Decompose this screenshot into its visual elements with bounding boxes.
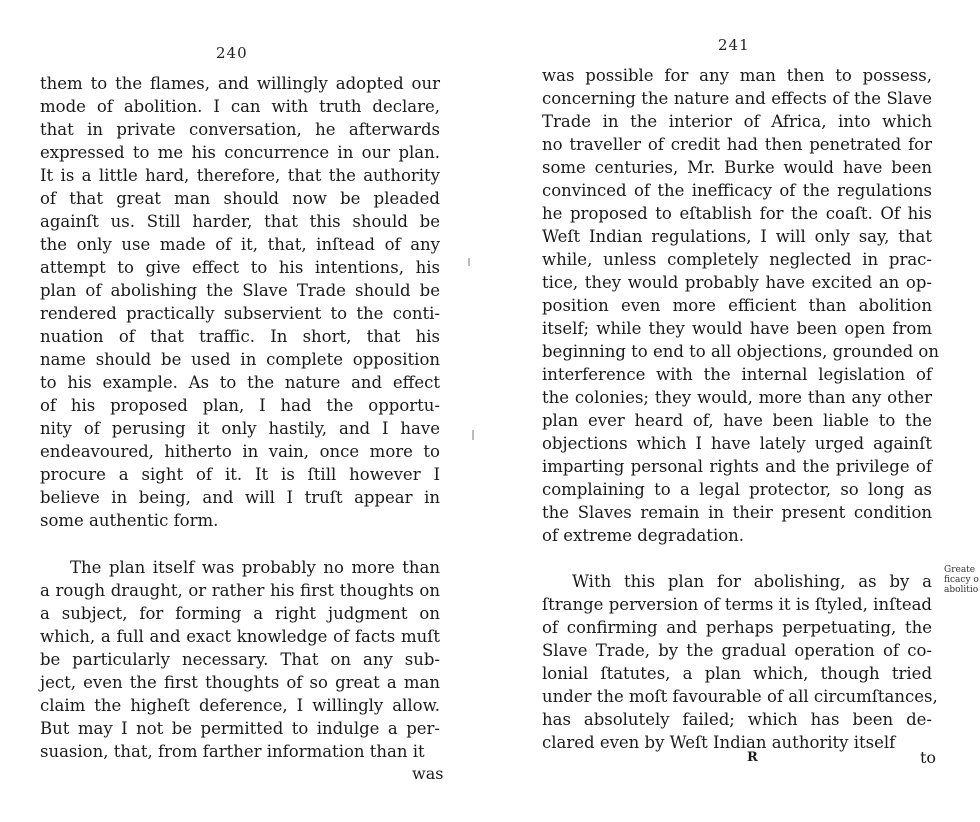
text-line: a rough draught, or rather his first thoughts on [40, 581, 440, 600]
text-line: plan ever heard of, have been liable to the [542, 411, 932, 430]
text-line: the only use made of it, that, inſtead of any [40, 235, 440, 254]
text-line: of confirming and perhaps perpetuating, the [542, 618, 932, 637]
text-line: plan of abolishing the Slave Trade should be [40, 281, 440, 300]
text-line: concerning the nature and effects of the Slave [542, 89, 932, 108]
text-line: has absolutely failed; which has been de- [542, 710, 932, 729]
text-line: name should be used in complete opposition [40, 350, 440, 369]
text-line: objections which I have lately urged againſt [542, 434, 932, 453]
text-line: Trade in the interior of Africa, into which [542, 112, 932, 131]
catchword: was [412, 764, 444, 783]
text-line: With this plan for abolishing, as by a [572, 572, 932, 591]
text-line: Slave Trade, by the gradual operation of co- [542, 641, 932, 660]
text-line: a subject, for forming a right judgment on [40, 604, 440, 623]
text-line: position even more efficient than abolition [542, 296, 932, 315]
text-line: expressed to me his concurrence in our plan. [40, 143, 440, 162]
text-line: while, unless completely neglected in prac- [542, 250, 932, 269]
text-line: the Slaves remain in their present condition [542, 503, 932, 522]
text-line: of that great man should now be pleaded [40, 189, 440, 208]
margin-note-line: Greate [944, 565, 976, 575]
text-line: was possible for any man then to possess, [542, 66, 932, 85]
text-line: nity of perusing it only hastily, and I have [40, 419, 440, 438]
text-line: The plan itself was probably no more than [70, 558, 440, 577]
text-line: be particularly necessary. That on any sub- [40, 650, 440, 669]
text-line: interference with the internal legislation of [542, 365, 932, 384]
text-line: itself; while they would have been open from [542, 319, 932, 338]
page-number: 240 [216, 44, 248, 62]
gutter-mark [468, 258, 470, 266]
margin-note-line: abolitio [944, 585, 979, 595]
left-paragraph-1 [40, 72, 440, 532]
text-line: clared even by Weſt Indian authority itself [542, 733, 896, 752]
text-line: Weſt Indian regulations, I will only say, that [542, 227, 932, 246]
text-line: procure a sight of it. It is ſtill however I [40, 465, 440, 484]
left-paragraph-2 [40, 556, 440, 763]
margin-note-line: ficacy o [944, 575, 979, 585]
text-line: the colonies; they would, more than any other [542, 388, 932, 407]
text-line: some centuries, Mr. Burke would have been [542, 158, 932, 177]
text-line: to his example. As to the nature and effect [40, 373, 440, 392]
text-line: endeavoured, hitherto in vain, once more to [40, 442, 440, 461]
text-line: mode of abolition. I can with truth declare, [40, 97, 440, 116]
catchword: to [920, 748, 937, 767]
text-line: suasion, that, from farther information than it [40, 742, 425, 761]
text-line: But may I not be permitted to indulge a per- [40, 719, 440, 738]
text-line: againſt us. Still harder, that this should be [40, 212, 440, 231]
text-line: imparting personal rights and the privilege of [542, 457, 932, 476]
text-line: ject, even the first thoughts of so great a man [40, 673, 440, 692]
text-line: believe in being, and will I truſt appear in [40, 488, 440, 507]
margin-note [944, 565, 980, 595]
text-line: convinced of the inefficacy of the regulations [542, 181, 932, 200]
text-line: tice, they would probably have excited an op- [542, 273, 932, 292]
text-line: lonial ſtatutes, a plan which, though tried [542, 664, 932, 683]
signature-mark: R [747, 750, 758, 765]
text-line: no traveller of credit had then penetrated for [542, 135, 932, 154]
text-line: beginning to end to all objections, grounded on [542, 342, 939, 361]
right-paragraph-1 [542, 64, 939, 547]
text-line: rendered practically subservient to the conti- [40, 304, 440, 323]
text-line: nuation of that traffic. In short, that his [40, 327, 440, 346]
text-line: ſtrange perversion of terms it is ſtyled, inſtead [542, 595, 932, 614]
text-line: he proposed to eſtablish for the coaſt. Of his [542, 204, 932, 223]
gutter-mark [472, 430, 474, 440]
text-line: of extreme degradation. [542, 526, 745, 545]
text-line: them to the flames, and willingly adopted our [40, 74, 440, 93]
page-number: 241 [718, 36, 750, 54]
text-line: attempt to give effect to his intentions, his [40, 258, 440, 277]
text-line: It is a little hard, therefore, that the authority [40, 166, 440, 185]
text-line: claim the higheſt deference, I willingly allow. [40, 696, 440, 715]
text-line: which, a full and exact knowledge of facts muſt [40, 627, 440, 646]
text-line: that in private conversation, he afterwards [40, 120, 440, 139]
text-line: of his proposed plan, I had the opportu- [40, 396, 440, 415]
text-line: some authentic form. [40, 511, 219, 530]
text-line: under the moſt favourable of all circumſtances, [542, 687, 938, 706]
text-line: complaining to a legal protector, so long as [542, 480, 932, 499]
right-paragraph-2 [542, 570, 938, 754]
